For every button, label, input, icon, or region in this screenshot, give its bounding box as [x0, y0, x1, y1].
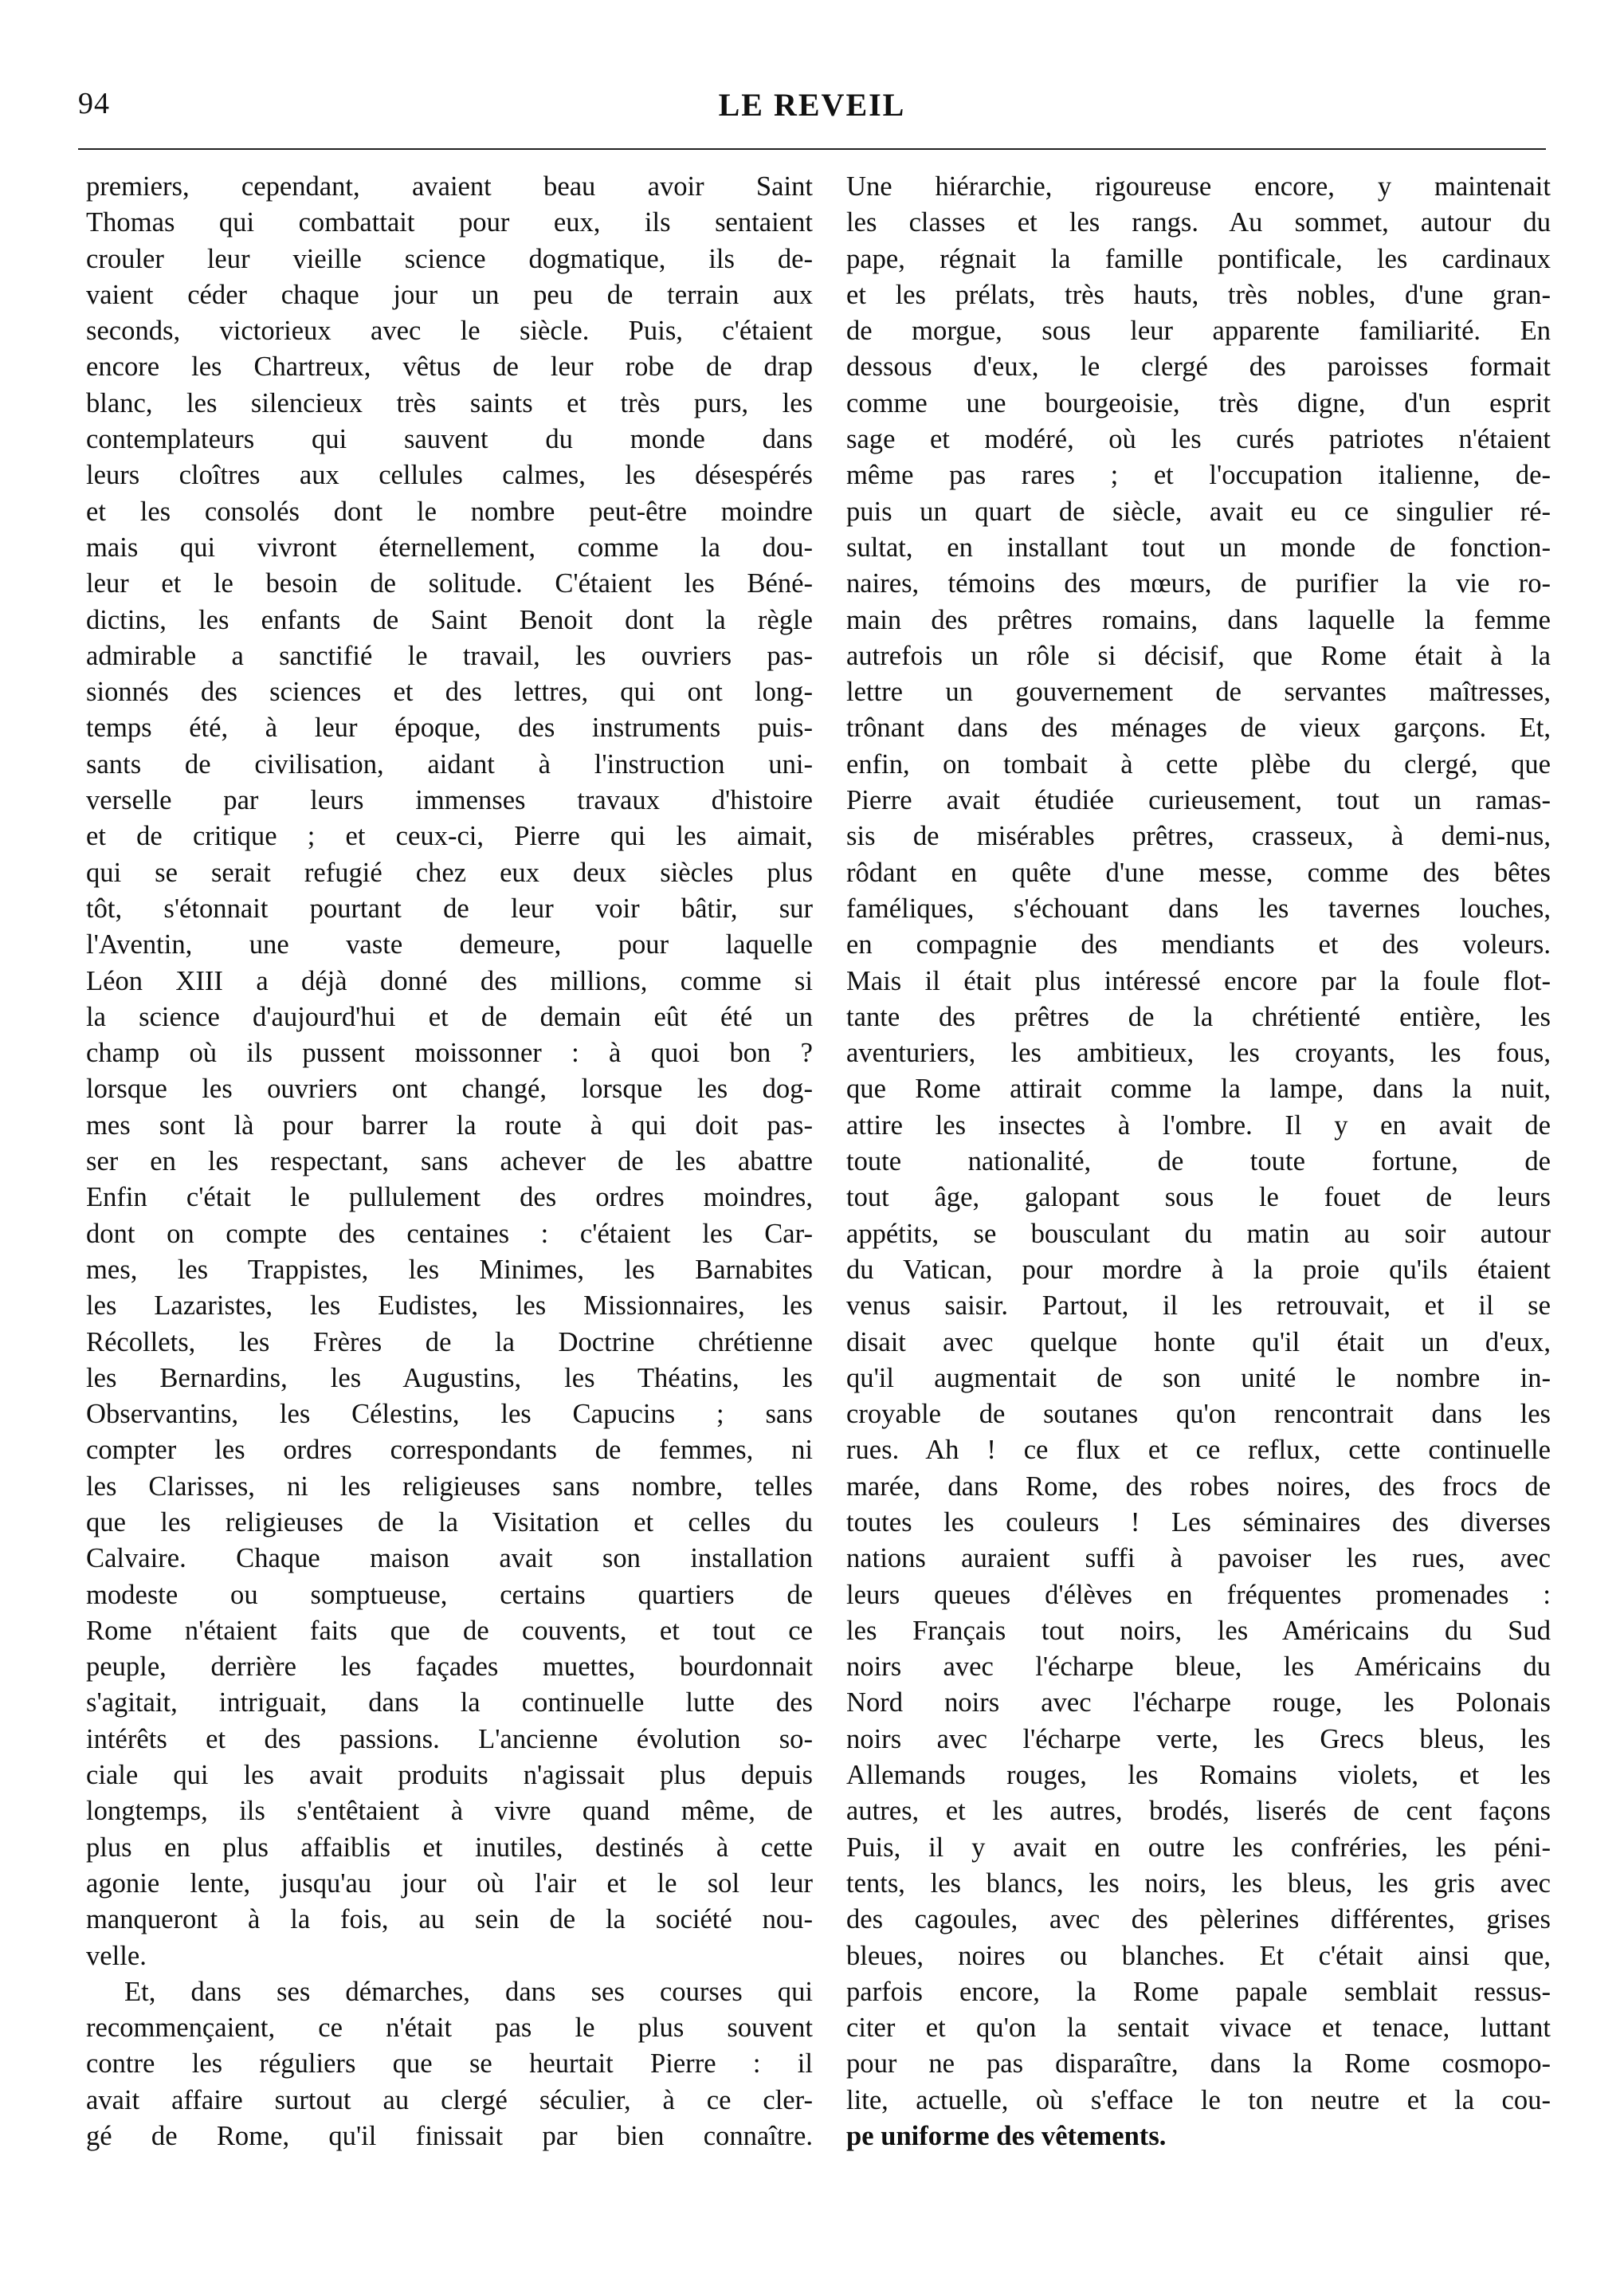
text-line: Calvaire. Chaque maison avait son installation: [86, 1543, 813, 1574]
text-line: bleues, noires ou blanches. Et c'était ainsi que,: [846, 1940, 1551, 1971]
text-line: et les prélats, très hauts, très nobles, d'une gran-: [846, 279, 1551, 310]
text-line: temps été, à leur époque, des instruments puis-: [86, 713, 813, 744]
header-rule: [78, 148, 1546, 150]
text-line: leur et le besoin de solitude. C'étaient les Béné-: [86, 568, 813, 599]
text-line: mes, les Trappistes, les Minimes, les Barnabites: [86, 1254, 813, 1285]
text-line: longtemps, ils s'entêtaient à vivre quand même, de: [86, 1796, 813, 1827]
text-line: Nord noirs avec l'écharpe rouge, les Polonais: [846, 1687, 1551, 1718]
text-line: modeste ou somptueuse, certains quartiers de: [86, 1579, 813, 1610]
text-line: et de critique ; et ceux-ci, Pierre qui les aimait,: [86, 821, 813, 852]
text-line: rues. Ah ! ce flux et ce reflux, cette continuelle: [846, 1435, 1551, 1466]
page-header: [78, 86, 1546, 134]
text-line: les Lazaristes, les Eudistes, les Missionnaires, les: [86, 1290, 813, 1322]
text-line: lorsque les ouvriers ont changé, lorsque les dog-: [86, 1074, 813, 1105]
text-line: naires, témoins des mœurs, de purifier la vie ro-: [846, 568, 1551, 599]
text-line: Mais il était plus intéressé encore par la foule flot-: [846, 965, 1551, 996]
text-line: premiers, cependant, avaient beau avoir Saint: [86, 171, 813, 202]
text-line: puis un quart de siècle, avait eu ce singulier ré-: [846, 496, 1551, 527]
text-line: dictins, les enfants de Saint Benoit dont la règle: [86, 604, 813, 635]
text-line: la science d'aujourd'hui et de demain eût été un: [86, 1001, 813, 1032]
text-line: recommençaient, ce n'était pas le plus souvent: [86, 2013, 813, 2044]
text-line: contemplateurs qui sauvent du monde dans: [86, 424, 813, 455]
text-line: Léon XIII a déjà donné des millions, comme si: [86, 965, 813, 996]
text-line: Pierre avait étudiée curieusement, tout un ramas-: [846, 785, 1551, 816]
text-line: seconds, victorieux avec le siècle. Puis, c'étaient: [86, 316, 813, 347]
text-line: mais qui vivront éternellement, comme la dou-: [86, 532, 813, 563]
text-line: ciale qui les avait produits n'agissait plus depuis: [86, 1760, 813, 1791]
text-line: manqueront à la fois, au sein de la société nou-: [86, 1904, 813, 1935]
text-line: champ où ils pussent moissonner : à quoi bon ?: [86, 1038, 813, 1069]
text-line: qui se serait refugié chez eux deux siècles plus: [86, 857, 813, 888]
text-line: tante des prêtres de la chrétienté entière, les: [846, 1001, 1551, 1032]
text-line: citer et qu'on la sentait vivace et tenace, luttant: [846, 2013, 1551, 2044]
text-line: avait affaire surtout au clergé séculier, à ce cler-: [86, 2084, 813, 2115]
text-line: plus en plus affaiblis et inutiles, destinés à cette: [86, 1832, 813, 1863]
text-line: l'Aventin, une vaste demeure, pour laquelle: [86, 929, 813, 960]
text-line: pour ne pas disparaître, dans la Rome cosmopo-: [846, 2048, 1551, 2080]
text-line: tents, les blancs, les noirs, les bleus, les gris avec: [846, 1867, 1551, 1899]
text-line: verselle par leurs immenses travaux d'histoire: [86, 785, 813, 816]
text-line: Observantins, les Célestins, les Capucins ; sans: [86, 1399, 813, 1430]
text-line: peuple, derrière les façades muettes, bourdonnait: [86, 1651, 813, 1683]
text-line: Récollets, les Frères de la Doctrine chrétienne: [86, 1326, 813, 1357]
text-line: sultat, en installant tout un monde de fonction-: [846, 532, 1551, 563]
text-line: agonie lente, jusqu'au jour où l'air et le sol leur: [86, 1867, 813, 1899]
text-line: intérêts et des passions. L'ancienne évolution so-: [86, 1723, 813, 1754]
text-line: rôdant en quête d'une messe, comme des bêtes: [846, 857, 1551, 888]
text-line: ser en les respectant, sans achever de les abattre: [86, 1146, 813, 1177]
right-column: [846, 169, 1551, 2154]
text-line: contre les réguliers que se heurtait Pierre : il: [86, 2048, 813, 2080]
text-line: en compagnie des mendiants et des voleurs.: [846, 929, 1551, 960]
text-line: que les religieuses de la Visitation et celles du: [86, 1506, 813, 1538]
text-line: tôt, s'étonnait pourtant de leur voir bâtir, sur: [86, 893, 813, 924]
text-line: Rome n'étaient faits que de couvents, et tout ce: [86, 1615, 813, 1646]
text-line: trônant dans des ménages de vieux garçons. Et,: [846, 713, 1551, 744]
text-line: disait avec quelque honte qu'il était un d'eux,: [846, 1326, 1551, 1357]
left-column: [86, 169, 813, 2154]
text-line: toutes les couleurs ! Les séminaires des diverses: [846, 1506, 1551, 1538]
text-line: que Rome attirait comme la lampe, dans la nuit,: [846, 1074, 1551, 1105]
text-line: attire les insectes à l'ombre. Il y en avait de: [846, 1109, 1551, 1141]
text-line: noirs avec l'écharpe bleue, les Américains du: [846, 1651, 1551, 1683]
text-line: toute nationalité, de toute fortune, de: [846, 1146, 1551, 1177]
text-line: mes sont là pour barrer la route à qui doit pas-: [86, 1109, 813, 1141]
text-line: pape, régnait la famille pontificale, les cardinaux: [846, 243, 1551, 274]
text-line: Allemands rouges, les Romains violets, et les: [846, 1760, 1551, 1791]
text-line: les Bernardins, les Augustins, les Théatins, les: [86, 1362, 813, 1393]
text-line: leurs cloîtres aux cellules calmes, les désespérés: [86, 460, 813, 491]
text-line: marée, dans Rome, des robes noires, des frocs de: [846, 1471, 1551, 1502]
text-line: venus saisir. Partout, il les retrouvait, et il se: [846, 1290, 1551, 1322]
text-line: leurs queues d'élèves en fréquentes promenades :: [846, 1579, 1551, 1610]
text-line: faméliques, s'échouant dans les tavernes louches,: [846, 893, 1551, 924]
text-line: Puis, il y avait en outre les confréries, les péni-: [846, 1832, 1551, 1863]
text-line: Et, dans ses démarches, dans ses courses qui: [124, 1976, 813, 2007]
text-line: parfois encore, la Rome papale semblait ressus-: [846, 1976, 1551, 2007]
text-line: qu'il augmentait de son unité le nombre in-: [846, 1362, 1551, 1393]
text-line: lite, actuelle, où s'efface le ton neutre et la cou-: [846, 2084, 1551, 2115]
text-line: blanc, les silencieux très saints et très purs, les: [86, 387, 813, 418]
text-line: tout âge, galopant sous le fouet de leurs: [846, 1182, 1551, 1213]
text-line: les Clarisses, ni les religieuses sans nombre, telles: [86, 1471, 813, 1502]
text-line: autres, et les autres, brodés, liserés de cent façons: [846, 1796, 1551, 1827]
text-line: aventuriers, les ambitieux, les croyants, les fous,: [846, 1038, 1551, 1069]
text-line: des cagoules, avec des pèlerines différentes, grises: [846, 1904, 1551, 1935]
text-line: enfin, on tombait à cette plèbe du clergé, que: [846, 748, 1551, 780]
text-line: lettre un gouvernement de servantes maîtresses,: [846, 677, 1551, 708]
text-line: sionnés des sciences et des lettres, qui ont long-: [86, 677, 813, 708]
text-line: admirable a sanctifié le travail, les ouvriers pas-: [86, 640, 813, 671]
text-line: même pas rares ; et l'occupation italienne, de-: [846, 460, 1551, 491]
text-line: sage et modéré, où les curés patriotes n'étaient: [846, 424, 1551, 455]
running-title: LE REVEIL: [718, 87, 906, 123]
text-line: Enfin c'était le pullulement des ordres moindres,: [86, 1182, 813, 1213]
text-line: encore les Chartreux, vêtus de leur robe de drap: [86, 351, 813, 383]
text-line: sis de misérables prêtres, crasseux, à demi-nus,: [846, 821, 1551, 852]
text-line: compter les ordres correspondants de femmes, ni: [86, 1435, 813, 1466]
text-line: les Français tout noirs, les Américains du Sud: [846, 1615, 1551, 1646]
text-line: et les consolés dont le nombre peut-être moindre: [86, 496, 813, 527]
text-line: velle.: [86, 1940, 147, 1971]
text-line: autrefois un rôle si décisif, que Rome était à la: [846, 640, 1551, 671]
text-line: comme une bourgeoisie, très digne, d'un esprit: [846, 387, 1551, 418]
text-line: sants de civilisation, aidant à l'instruction uni-: [86, 748, 813, 780]
text-line: dont on compte des centaines : c'étaient les Car-: [86, 1218, 813, 1249]
text-line: dessous d'eux, le clergé des paroisses formait: [846, 351, 1551, 383]
text-line: les classes et les rangs. Au sommet, autour du: [846, 207, 1551, 238]
text-line: de morgue, sous leur apparente familiarité. En: [846, 316, 1551, 347]
text-line: Une hiérarchie, rigoureuse encore, y maintenait: [846, 171, 1551, 202]
text-line: nations auraient suffi à pavoiser les rues, avec: [846, 1543, 1551, 1574]
page-number: 94: [78, 87, 110, 120]
text-line: gé de Rome, qu'il finissait par bien connaître.: [86, 2121, 813, 2152]
text-line: vaient céder chaque jour un peu de terrain aux: [86, 279, 813, 310]
text-line: main des prêtres romains, dans laquelle la femme: [846, 604, 1551, 635]
text-line: crouler leur vieille science dogmatique, ils de-: [86, 243, 813, 274]
text-line: Thomas qui combattait pour eux, ils sentaient: [86, 207, 813, 238]
text-line: s'agitait, intriguait, dans la continuelle lutte des: [86, 1687, 813, 1718]
text-line: noirs avec l'écharpe verte, les Grecs bleus, les: [846, 1723, 1551, 1754]
text-line: pe uniforme des vêtements.: [846, 2121, 1167, 2152]
text-line: croyable de soutanes qu'on rencontrait dans les: [846, 1399, 1551, 1430]
text-line: appétits, se bousculant du matin au soir autour: [846, 1218, 1551, 1249]
text-line: du Vatican, pour mordre à la proie qu'ils étaient: [846, 1254, 1551, 1285]
